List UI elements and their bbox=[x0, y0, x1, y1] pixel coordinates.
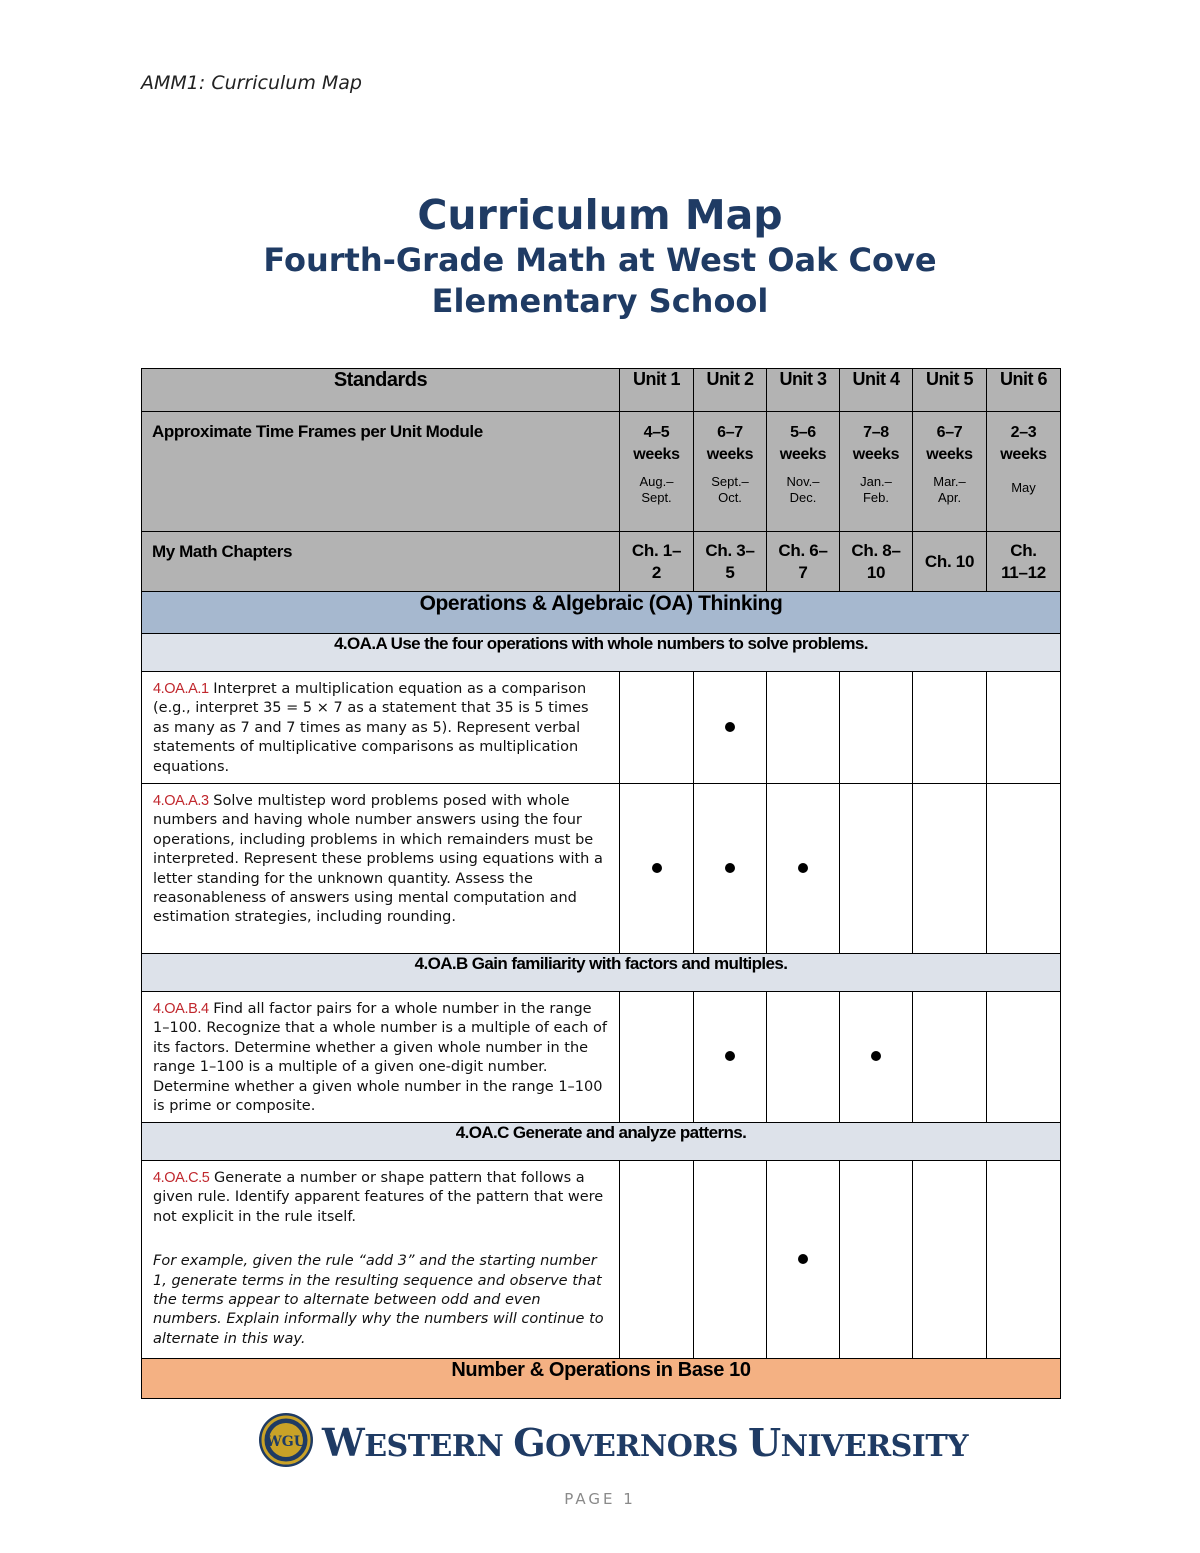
unit-mark-cell bbox=[840, 672, 913, 784]
unit-mark-cell bbox=[840, 992, 913, 1123]
months-range: Mar.– Apr. bbox=[933, 474, 966, 505]
cluster-heading: 4.OA.B Gain familiarity with factors and multiples. bbox=[142, 954, 1061, 992]
unit-mark-cell bbox=[767, 992, 840, 1123]
weeks-range: 2–3 bbox=[1010, 424, 1037, 441]
domain-heading: Number & Operations in Base 10 bbox=[142, 1359, 1061, 1399]
unit-mark-cell bbox=[913, 1161, 987, 1359]
months-range: Nov.– Dec. bbox=[786, 474, 820, 505]
svg-text:WGU: WGU bbox=[266, 1434, 306, 1450]
standard-description bbox=[142, 992, 620, 1123]
unit-mark-cell bbox=[694, 672, 767, 784]
unit-mark-cell bbox=[767, 784, 840, 954]
cluster-heading: 4.OA.A Use the four operations with whole numbers to solve problems. bbox=[142, 634, 1061, 672]
weeks-word: weeks bbox=[706, 446, 754, 463]
time-frame-cell bbox=[694, 412, 767, 532]
unit-header: Unit 4 bbox=[840, 369, 913, 412]
standard-text: Generate a number or shape pattern that follows a given rule. Identify apparent features of the pattern that were not explicit in the rule itself. bbox=[153, 1170, 604, 1225]
time-frame-cell bbox=[987, 412, 1061, 532]
unit-mark-cell bbox=[620, 784, 694, 954]
table-header-row bbox=[142, 369, 1061, 412]
standard-description bbox=[142, 1161, 620, 1359]
cluster-row-c bbox=[142, 1123, 1061, 1161]
months-range: Aug.– Sept. bbox=[639, 474, 674, 505]
domain-row-nbt bbox=[142, 1359, 1061, 1399]
weeks-word: weeks bbox=[852, 446, 900, 463]
unit-bullet-mark bbox=[725, 1051, 735, 1061]
weeks-word: weeks bbox=[926, 446, 973, 463]
unit-bullet-mark bbox=[798, 863, 808, 873]
unit-bullet-mark bbox=[725, 863, 735, 873]
standard-code: 4.OA.A.1 bbox=[153, 681, 209, 697]
standard-text: Interpret a multiplication equation as a comparison (e.g., interpret 35 = 5 × 7 as a statement that 35 is 5 times as many as 7 and 7 times as many as 5). Represent verbal statements of multiplicative comparisons as multiplication equations. bbox=[153, 681, 589, 775]
standard-code: 4.OA.C.5 bbox=[153, 1170, 210, 1186]
chapter-cell: Ch. 6– 7 bbox=[767, 532, 840, 592]
wgu-seal-icon bbox=[258, 1412, 314, 1468]
cluster-row-a bbox=[142, 634, 1061, 672]
standard-text: Solve multistep word problems posed with whole numbers and having whole number answers using the four operations, including problems in which remainders must be interpreted. Represent these problems using equations with a letter standing for the unknown quantity. Assess the reasonableness of answers using mental computation and estimation strategies, including rounding. bbox=[153, 793, 603, 926]
weeks-word: weeks bbox=[779, 446, 827, 463]
standard-text: Find all factor pairs for a whole number in the range 1–100. Recognize that a whole number is a multiple of each of its factors. Determine whether a given whole number in the range 1–100 is a multiple of a given one-digit number. Determine whether a given whole number in the range 1–100 is prime or composite. bbox=[153, 1001, 607, 1115]
standard-example: For example, given the rule “add 3” and the starting number 1, generate terms in the resulting sequence and observe that the terms appear to alternate between odd and even numbers. Explain informally why the numbers will continue to alternate in this way. bbox=[153, 1253, 604, 1347]
cluster-heading: 4.OA.C Generate and analyze patterns. bbox=[142, 1123, 1061, 1161]
standard-row bbox=[142, 672, 1061, 784]
unit-mark-cell bbox=[913, 784, 987, 954]
unit-mark-cell bbox=[694, 1161, 767, 1359]
time-frames-row bbox=[142, 412, 1061, 532]
standard-row bbox=[142, 784, 1061, 954]
unit-mark-cell bbox=[694, 992, 767, 1123]
standard-code: 4.OA.A.3 bbox=[153, 793, 209, 809]
weeks-range: 6–7 bbox=[936, 424, 963, 441]
time-frames-label: Approximate Time Frames per Unit Module bbox=[142, 412, 620, 532]
curriculum-map-table bbox=[141, 368, 1061, 1399]
chapter-cell: Ch. 3– 5 bbox=[694, 532, 767, 592]
page-number: PAGE 1 bbox=[564, 1490, 636, 1508]
chapter-cell: Ch. 11–12 bbox=[987, 532, 1061, 592]
time-frame-cell bbox=[620, 412, 694, 532]
unit-mark-cell bbox=[987, 1161, 1061, 1359]
chapters-label: My Math Chapters bbox=[142, 532, 620, 592]
weeks-range: 5–6 bbox=[790, 424, 816, 441]
weeks-range: 7–8 bbox=[863, 424, 889, 441]
chapter-cell: Ch. 10 bbox=[913, 532, 987, 592]
page-subtitle-line-2: Elementary School bbox=[431, 282, 769, 320]
unit-mark-cell bbox=[767, 672, 840, 784]
weeks-word: weeks bbox=[1000, 446, 1047, 463]
wgu-wordmark: WESTERN GOVERNORS UNIVERSITY bbox=[322, 1420, 969, 1465]
time-frame-cell bbox=[767, 412, 840, 532]
chapter-cell: Ch. 1– 2 bbox=[620, 532, 694, 592]
standard-code: 4.OA.B.4 bbox=[153, 1001, 209, 1017]
unit-mark-cell bbox=[913, 992, 987, 1123]
chapters-row bbox=[142, 532, 1061, 592]
domain-heading: Operations & Algebraic (OA) Thinking bbox=[142, 592, 1061, 634]
unit-mark-cell bbox=[987, 992, 1061, 1123]
unit-mark-cell bbox=[620, 1161, 694, 1359]
weeks-range: 4–5 bbox=[643, 424, 670, 441]
unit-mark-cell bbox=[840, 1161, 913, 1359]
standard-row bbox=[142, 1161, 1061, 1359]
unit-mark-cell bbox=[620, 672, 694, 784]
unit-mark-cell bbox=[987, 672, 1061, 784]
wgu-logo bbox=[258, 1412, 969, 1472]
standards-header: Standards bbox=[142, 369, 620, 412]
months-range: Jan.– Feb. bbox=[860, 474, 892, 505]
title-block bbox=[0, 190, 1200, 322]
unit-header: Unit 6 bbox=[987, 369, 1061, 412]
unit-header: Unit 1 bbox=[620, 369, 694, 412]
unit-mark-cell bbox=[840, 784, 913, 954]
unit-header: Unit 2 bbox=[694, 369, 767, 412]
unit-mark-cell bbox=[987, 784, 1061, 954]
time-frame-cell bbox=[840, 412, 913, 532]
unit-mark-cell bbox=[767, 1161, 840, 1359]
time-frame-cell bbox=[913, 412, 987, 532]
domain-row-oa bbox=[142, 592, 1061, 634]
unit-bullet-mark bbox=[871, 1051, 881, 1061]
unit-header: Unit 3 bbox=[767, 369, 840, 412]
weeks-word: weeks bbox=[633, 446, 680, 463]
unit-mark-cell bbox=[620, 992, 694, 1123]
standard-row bbox=[142, 992, 1061, 1123]
unit-bullet-mark bbox=[652, 863, 662, 873]
weeks-range: 6–7 bbox=[717, 424, 743, 441]
unit-bullet-mark bbox=[798, 1254, 808, 1264]
standard-description bbox=[142, 672, 620, 784]
page-title: Curriculum Map bbox=[417, 191, 783, 239]
unit-bullet-mark bbox=[725, 722, 735, 732]
page-subtitle-line-1: Fourth-Grade Math at West Oak Cove bbox=[263, 241, 937, 279]
months-range: May bbox=[1011, 480, 1036, 495]
cluster-row-b bbox=[142, 954, 1061, 992]
standard-description bbox=[142, 784, 620, 954]
chapter-cell: Ch. 8– 10 bbox=[840, 532, 913, 592]
unit-mark-cell bbox=[913, 672, 987, 784]
unit-header: Unit 5 bbox=[913, 369, 987, 412]
months-range: Sept.– Oct. bbox=[711, 474, 749, 505]
document-header-note: AMM1: Curriculum Map bbox=[141, 72, 362, 94]
unit-mark-cell bbox=[694, 784, 767, 954]
